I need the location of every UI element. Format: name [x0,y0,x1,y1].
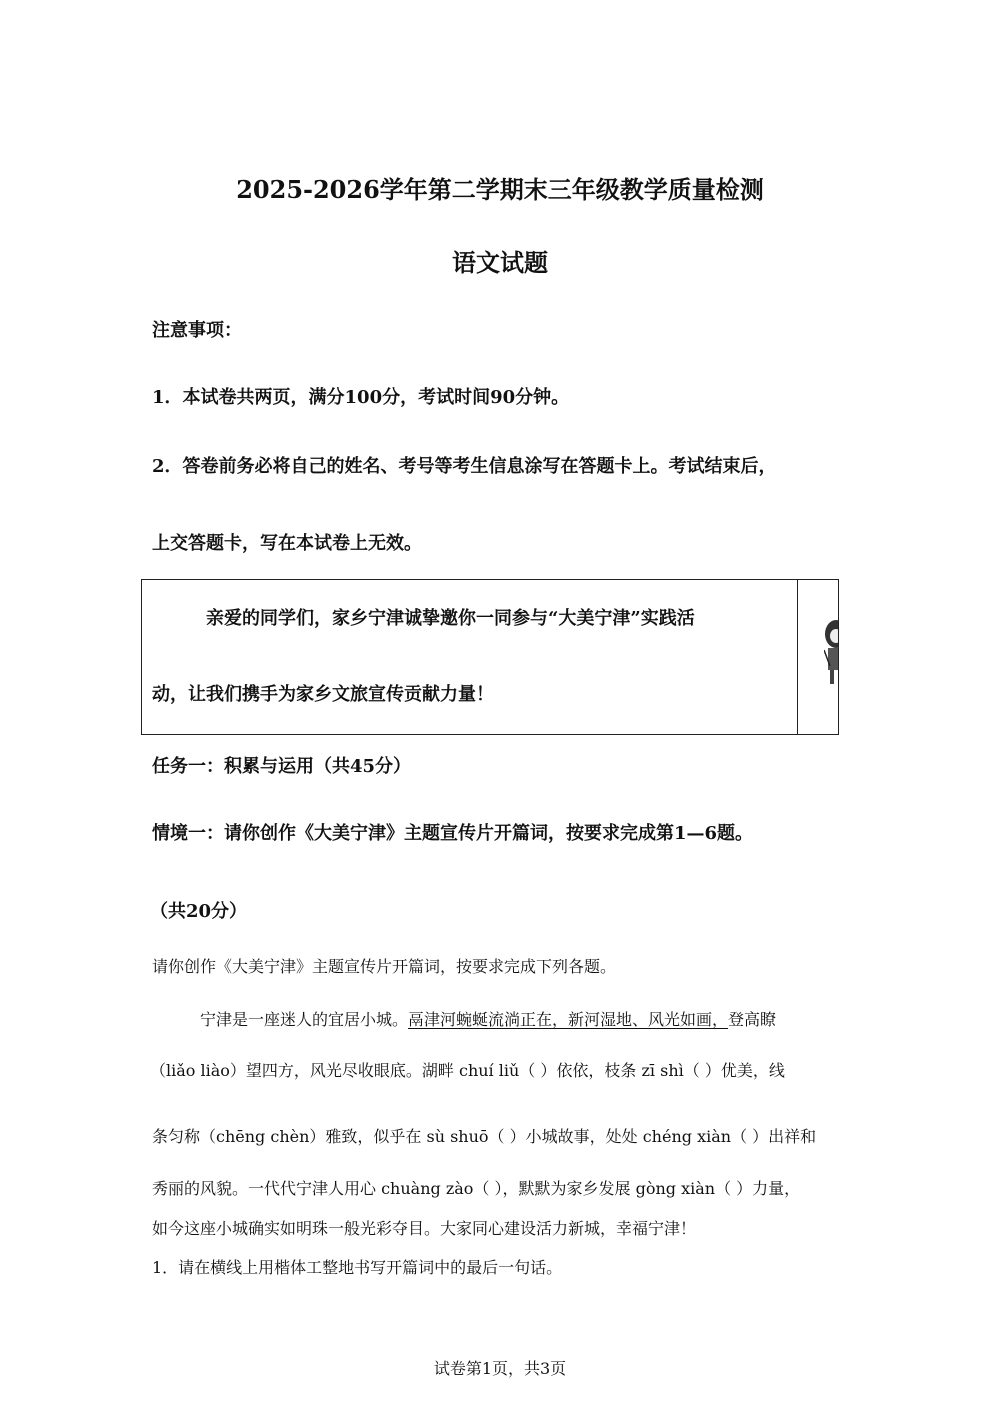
intro-box-divider [797,580,798,734]
task-1-heading: 任务一：积累与运用（共45分） [152,756,412,777]
intro-box-line-1: 亲爱的同学们，家乡宁津诚挚邀你一同参与“大美宁津”实践活 [206,608,695,629]
notice-heading: 注意事项： [152,320,242,341]
intro-box-line-2: 动，让我们携手为家乡文旅宣传贡献力量！ [152,684,494,705]
scenario-1-line-1: 情境一：请你创作《大美宁津》主题宣传片开篇词，按要求完成第1—6题。 [152,823,754,844]
passage-line-4: 秀丽的风貌。一代代宁津人用心 chuàng zào（ ），默默为家乡发展 gòng xiàn（ ）力量， [152,1179,801,1198]
passage-line-1 [200,1007,776,1030]
passage-line-2: （liǎo liào）望四方，风光尽收眼底。湖畔 chuí liǔ（ ）依依，枝条 zī shì（ ）优美，线 [150,1061,785,1080]
passage-line-1-start: 宁津是一座迷人的宜居小城。 [200,1010,409,1029]
passage-line-5: 如今这座小城确实如明珠一般光彩夺目。大家同心建设活力新城，幸福宁津！ [152,1219,697,1238]
exam-subject: 语文试题 [452,248,548,277]
scenario-1-line-2: （共20分） [150,901,248,922]
question-1: 1．请在横线上用楷体工整地书写开篇词中的最后一句话。 [152,1258,563,1277]
page-footer: 试卷第1页，共3页 [433,1359,567,1378]
notice-item-1: 1．本试卷共两页，满分100分，考试时间90分钟。 [152,387,570,408]
notice-item-2-line-1: 2．答卷前务必将自己的姓名、考号等考生信息涂写在答题卡上。考试结束后， [152,456,777,477]
scenario-instruction: 请你创作《大美宁津》主题宣传片开篇词，按要求完成下列各题。 [152,957,617,976]
intro-box [141,579,839,735]
exam-title: 2025-2026学年第二学期末三年级教学质量检测 [236,175,764,204]
passage-underlined-sentence: 鬲津河蜿蜒流淌正在，新河湿地、风光如画， [408,1010,729,1029]
notice-item-2-line-2: 上交答题卡，写在本试卷上无效。 [152,533,422,554]
passage-line-3: 条匀称（chēng chèn）雅致，似乎在 sù shuō（ ）小城故事，处处 chéng xiàn（ ）出祥和 [152,1127,817,1146]
passage-line-1-end: 登高瞭 [728,1010,777,1029]
mascot-illustration [824,616,838,686]
